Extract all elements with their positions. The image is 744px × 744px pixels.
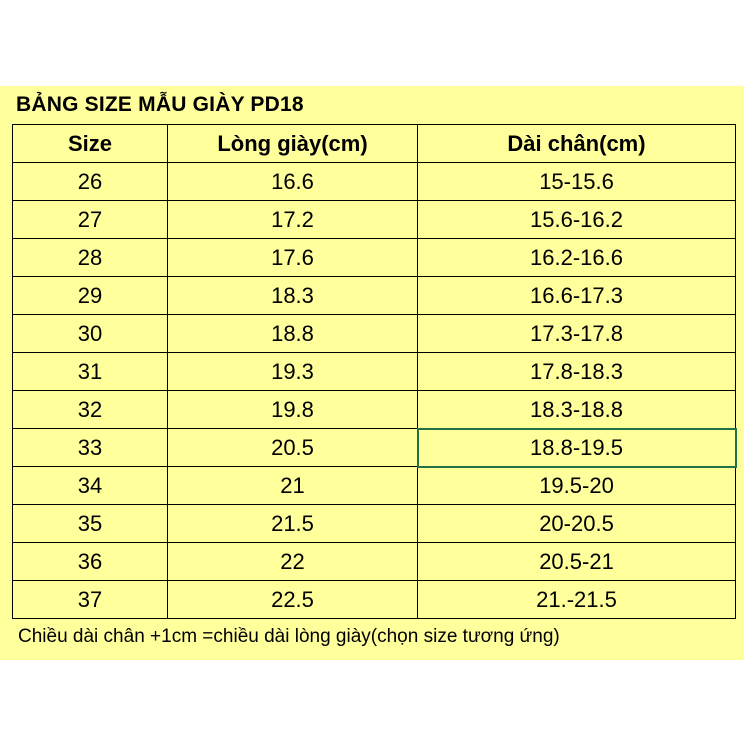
foot-length-cell[interactable]: 21.-21.5 <box>418 581 736 619</box>
insole-length-cell[interactable]: 18.3 <box>168 277 418 315</box>
foot-length-cell[interactable]: 18.8-19.5 <box>418 429 736 467</box>
header-foot-length[interactable]: Dài chân(cm) <box>418 125 736 163</box>
size-cell[interactable]: 30 <box>13 315 168 353</box>
insole-length-cell[interactable]: 22.5 <box>168 581 418 619</box>
insole-length-cell[interactable]: 19.3 <box>168 353 418 391</box>
chart-title: BẢNG SIZE MẪU GIÀY PD18 <box>16 93 304 116</box>
size-table <box>12 124 736 619</box>
size-cell[interactable]: 33 <box>13 429 168 467</box>
size-cell[interactable]: 36 <box>13 543 168 581</box>
size-cell[interactable]: 27 <box>13 201 168 239</box>
footnote: Chiều dài chân +1cm =chiều dài lòng giày(chọn size tương ứng) <box>18 626 560 647</box>
foot-length-cell[interactable]: 15-15.6 <box>418 163 736 201</box>
foot-length-cell[interactable]: 20-20.5 <box>418 505 736 543</box>
insole-length-cell[interactable]: 17.6 <box>168 239 418 277</box>
table-row <box>13 163 736 201</box>
foot-length-cell[interactable]: 17.8-18.3 <box>418 353 736 391</box>
foot-length-cell[interactable]: 19.5-20 <box>418 467 736 505</box>
size-cell[interactable]: 29 <box>13 277 168 315</box>
foot-length-cell[interactable]: 20.5-21 <box>418 543 736 581</box>
insole-length-cell[interactable]: 18.8 <box>168 315 418 353</box>
table-row <box>13 391 736 429</box>
size-cell[interactable]: 28 <box>13 239 168 277</box>
size-chart-sheet <box>0 86 744 660</box>
foot-length-cell[interactable]: 17.3-17.8 <box>418 315 736 353</box>
table-row <box>13 505 736 543</box>
foot-length-cell[interactable]: 15.6-16.2 <box>418 201 736 239</box>
table-row <box>13 581 736 619</box>
insole-length-cell[interactable]: 21 <box>168 467 418 505</box>
size-cell[interactable]: 32 <box>13 391 168 429</box>
size-cell[interactable]: 34 <box>13 467 168 505</box>
header-insole-length[interactable]: Lòng giày(cm) <box>168 125 418 163</box>
table-row <box>13 239 736 277</box>
insole-length-cell[interactable]: 16.6 <box>168 163 418 201</box>
insole-length-cell[interactable]: 17.2 <box>168 201 418 239</box>
foot-length-cell[interactable]: 16.2-16.6 <box>418 239 736 277</box>
table-row <box>13 543 736 581</box>
foot-length-cell[interactable]: 16.6-17.3 <box>418 277 736 315</box>
table-row <box>13 315 736 353</box>
table-row <box>13 201 736 239</box>
foot-length-cell[interactable]: 18.3-18.8 <box>418 391 736 429</box>
table-row <box>13 277 736 315</box>
insole-length-cell[interactable]: 22 <box>168 543 418 581</box>
insole-length-cell[interactable]: 19.8 <box>168 391 418 429</box>
insole-length-cell[interactable]: 21.5 <box>168 505 418 543</box>
table-row <box>13 353 736 391</box>
insole-length-cell[interactable]: 20.5 <box>168 429 418 467</box>
size-cell[interactable]: 37 <box>13 581 168 619</box>
table-row <box>13 467 736 505</box>
table-row <box>13 429 736 467</box>
size-cell[interactable]: 26 <box>13 163 168 201</box>
header-size[interactable]: Size <box>13 125 168 163</box>
size-cell[interactable]: 31 <box>13 353 168 391</box>
header-row <box>13 125 736 163</box>
size-cell[interactable]: 35 <box>13 505 168 543</box>
